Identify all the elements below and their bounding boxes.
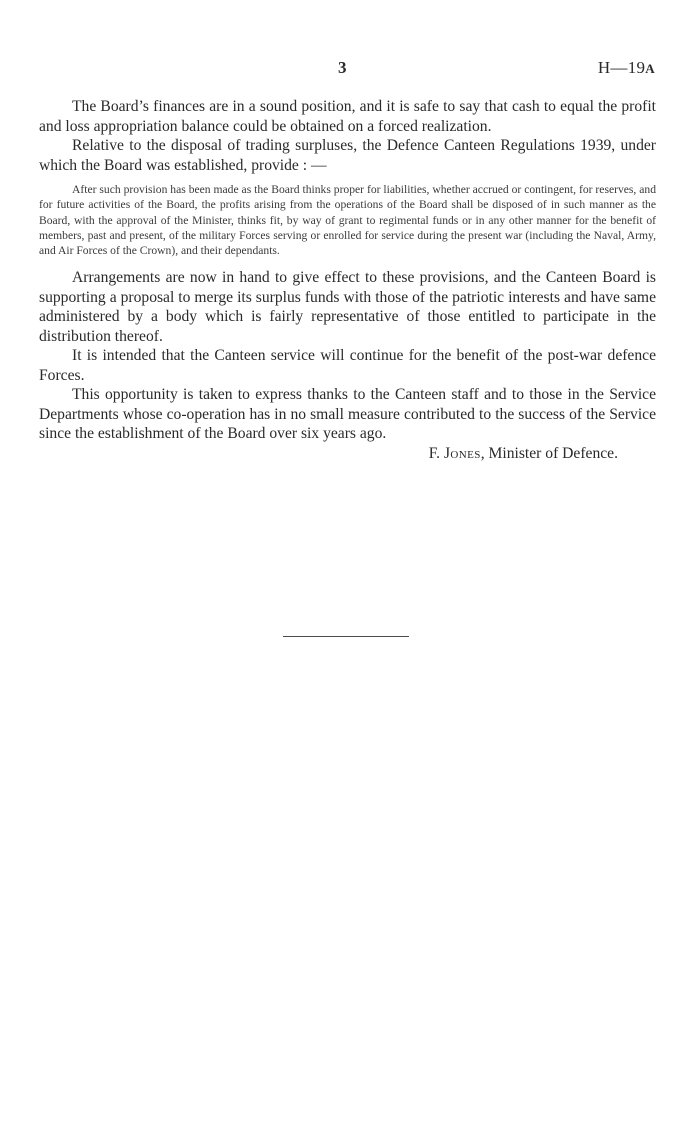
document-reference-suffix: A: [645, 61, 655, 76]
regulation-quote: After such provision has been made as the Board thinks proper for liabilities, whether accrued or contingent, for reserves, and for future activities of the Board, the profits arising from the operations of the Board shall be disposed of in such manner as the Board, with the approval of the Minister, thinks fit, by way of grant to regimental funds or in any other manner for the benefit of members, past and present, of the military Forces serving or enrolled for service during the present war (including the Naval, Army, and Air Forces of the Crown), and their dependants.: [39, 183, 656, 258]
signature-title: , Minister of Defence.: [480, 444, 618, 462]
page-number: 3: [338, 58, 347, 77]
paragraph-canteen-service: It is intended that the Canteen service will continue for the benefit of the post-war defence Forces.: [39, 347, 656, 384]
paragraph-thanks: This opportunity is taken to express thanks to the Canteen staff and to those in the Service Departments whose co-operation has in no small measure contributed to the success of the Service since the establishment of the Board over six years ago.: [39, 386, 656, 443]
signature: [39, 444, 656, 464]
end-rule: [283, 636, 409, 637]
signature-initial: F.: [428, 444, 441, 462]
document-reference: [598, 58, 655, 78]
paragraph-arrangements: Arrangements are now in hand to give effect to these provisions, and the Canteen Board is supporting a proposal to merge its surplus funds with those of the patriotic interests and have same administered by a body which is fairly representative of those entitled to participate in the distribution thereof.: [39, 269, 656, 345]
signature-surname: Jones: [443, 444, 481, 462]
body-text: [39, 97, 656, 464]
paragraph-regulations: Relative to the disposal of trading surpluses, the Defence Canteen Regulations 1939, under which the Board was established, provide : —: [39, 137, 656, 174]
document-reference-main: H—19: [597, 58, 646, 77]
paragraph-finances: The Board’s finances are in a sound position, and it is safe to say that cash to equal the profit and loss appropriation balance could be obtained on a forced realization.: [39, 98, 656, 135]
page-header: [0, 58, 700, 82]
